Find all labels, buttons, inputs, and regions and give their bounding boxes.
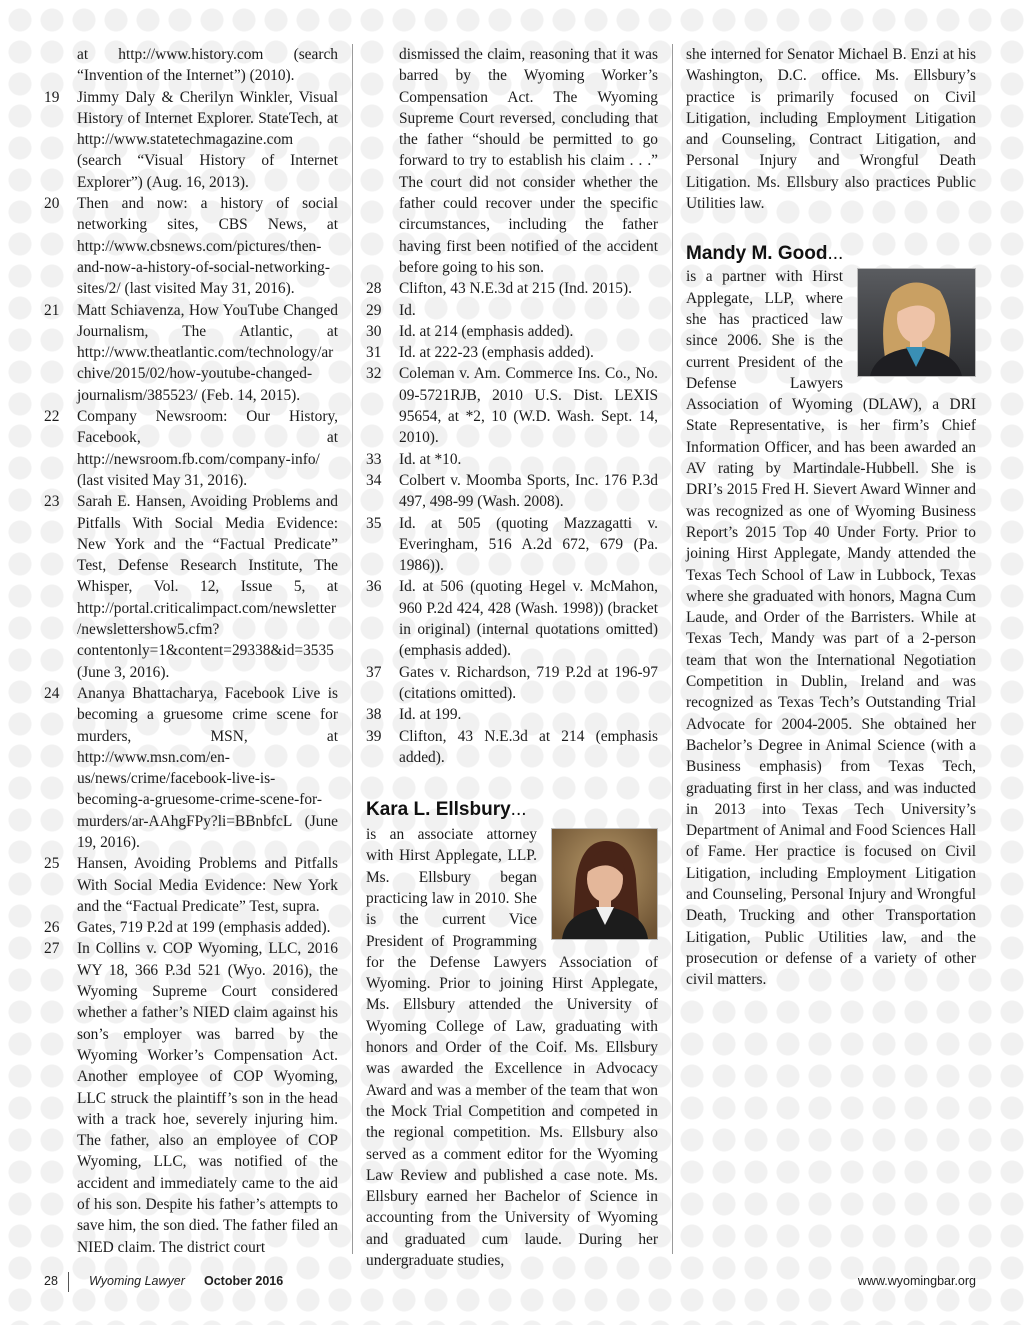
footnote-text: Id. at 505 (quoting Mazzagatti v. Everingham, 516 A.2d 672, 679 (Pa. 1986)).: [399, 514, 658, 575]
footnote-number: 23: [44, 493, 60, 511]
footnote: [366, 726, 658, 769]
footnote-number: 22: [44, 408, 60, 426]
footnote-number: 19: [44, 88, 60, 106]
footnote: [44, 300, 338, 406]
footnote: [366, 278, 658, 299]
footnotes-list: [366, 278, 658, 768]
footnote-text: Jimmy Daly & Cherilyn Winkler, Visual History of Internet Explorer. StateTech, at http://www.statetechmagazine.com (search “Visual History of Internet Explorer”) (Aug. 16, 2013).: [77, 88, 338, 191]
page-footer: [44, 1274, 976, 1292]
footnote-text: In Collins v. COP Wyoming, LLC, 2016 WY 18, 366 P.3d 521 (Wyo. 2016), the Wyoming Supreme Court considered whether a father’s NIED claim against his son’s employer was barred by the Wyoming Worker’s Compensation Act. Another employee of COP Wyoming, LLC struck the plaintiff’s son in the head with a track hoe, severely injuring him. The father, also an employee of COP Wyoming, LLC, was notified of the accident and immediately came to the aid of his son. Despite his father’s attempts to save him, the son died. The father filed an NIED claim. The district court: [77, 940, 338, 1256]
bio-name: Kara L. Ellsbury: [366, 799, 511, 821]
footnote-text: Ananya Bhattacharya, Facebook Live is becoming a gruesome crime scene for murders, MSN, at http://www.msn.com/en-us/news/crime/facebook-live-is-becoming-a-gruesome-crime-scene-for-murders/ar-AAhgFPy?li=BBnbfcL (June 19, 2016).: [77, 684, 338, 851]
footnote: [366, 449, 658, 470]
footnote-number: 39: [366, 727, 382, 745]
footnote: [366, 704, 658, 725]
footnote: [44, 491, 338, 683]
footnote-number: 20: [44, 195, 60, 213]
bio-text-kara-continued: she interned for Senator Michael B. Enzi at his Washington, D.C. office. Ms. Ellsbury’s practice is primarily focused on Civil Litigation, including Employment Litigation and Counseling, Contract Litigation, and Personal Injury and Wrongful Death Litigation. Ms. Ellsbury also practices Public Utilities law.: [686, 46, 976, 213]
footnote-text: Id. at 214 (emphasis added).: [399, 322, 574, 340]
footnote-number: 28: [366, 280, 382, 298]
bio-ellipsis: ...: [827, 243, 844, 265]
column-2: [366, 44, 658, 1271]
footnote-number: 25: [44, 855, 60, 873]
footnote-number: 38: [366, 706, 382, 724]
footnote-number: 32: [366, 365, 382, 383]
column-3: [686, 44, 976, 990]
footnote-number: 27: [44, 940, 60, 958]
footnote-number: 24: [44, 684, 60, 702]
footnote-text: Id. at *10.: [399, 450, 462, 468]
footnote: [366, 470, 658, 513]
mandy-portrait-photo: [857, 268, 976, 377]
footnote-number: 35: [366, 514, 382, 532]
footnote: [366, 363, 658, 448]
bio-heading-mandy: [686, 242, 976, 266]
kara-portrait-photo: [551, 828, 658, 940]
footnote: [366, 342, 658, 363]
footnote: [44, 193, 338, 299]
footnote: [366, 662, 658, 705]
footnote-text: Matt Schiavenza, How YouTube Changed Journalism, The Atlantic, at http://www.theatlantic.com/technology/archive/2015/02/how-youtube-changed-journalism/385523/ (Feb. 14, 2015).: [77, 301, 338, 404]
footnote-text: Id.: [399, 301, 416, 319]
footnote-number: 30: [366, 322, 382, 340]
footer-divider: [68, 1272, 69, 1292]
column-1: [44, 44, 338, 1258]
footnote-number: 34: [366, 471, 382, 489]
footnotes-list: [44, 87, 338, 1258]
magazine-title: Wyoming Lawyer: [89, 1274, 185, 1288]
footnote-text: Id. at 222-23 (emphasis added).: [399, 344, 594, 362]
footnote: [44, 87, 338, 193]
column-divider: [352, 44, 353, 1254]
bio-name: Mandy M. Good: [686, 243, 828, 265]
footnote-text: Colbert v. Moomba Sports, Inc. 176 P.3d 497, 498-99 (Wash. 2008).: [399, 471, 658, 511]
bio-heading-kara: [366, 798, 658, 822]
footnote-text: Coleman v. Am. Commerce Ins. Co., No. 09-5721RJB, 2010 U.S. Dist. LEXIS 95654, at *2, 10 (W.D. Wash. Sept. 14, 2010).: [399, 365, 658, 447]
bio-text-kara: is an associate attorney with Hirst Applegate, LLP. Ms. Ellsbury began practicing law in 2010. She is the current Vice President of Programming for the Defense Lawyers Association of Wyoming. Prior to joining Hirst Applegate, Ms. Ellsbury attended the University of Wyoming College of Law, graduating with honors and Order of the Coif. Ms. Ellsbury was awarded the Excellence in Advocacy Award and was a member of the team that won the Mock Trial Competition and competed in the regional competition. Ms. Ellsbury also served as a comment editor for the Wyoming Law Review and published a case note. Ms. Ellsbury earned her Bachelor of Science in accounting from the University of Wyoming and graduated cum laude. During her undergraduate studies,: [366, 826, 658, 1270]
footnote: [366, 321, 658, 342]
footnote-number: 31: [366, 344, 382, 362]
footnote: [366, 300, 658, 321]
footnote-number: 33: [366, 450, 382, 468]
footnote-text: Id. at 506 (quoting Hegel v. McMahon, 960 P.2d 424, 428 (Wash. 1998)) (bracket in original) (internal quotations omitted) (emphasis added).: [399, 578, 658, 660]
footnote-18-continued: at http://www.history.com (search “Invention of the Internet”) (2010).: [77, 46, 338, 85]
footnote-text: Then and now: a history of social networking sites, CBS News, at http://www.cbsnews.com/pictures/then-and-now-a-history-of-social-networking-sites/2/ (last visited May 31, 2016).: [77, 195, 338, 298]
footnote-text: Clifton, 43 N.E.3d at 215 (Ind. 2015).: [399, 280, 632, 298]
footnote-number: 26: [44, 919, 60, 937]
footnote-text: Company Newsroom: Our History, Facebook, at http://newsroom.fb.com/company-info/ (last visited May 31, 2016).: [77, 408, 338, 489]
footnote-number: 37: [366, 663, 382, 681]
footnote-text: Clifton, 43 N.E.3d at 214 (emphasis added).: [399, 727, 658, 766]
footnote-number: 21: [44, 301, 60, 319]
footnote-27-continued: dismissed the claim, reasoning that it was barred by the Wyoming Worker’s Compensation Act. The Wyoming Supreme Court reversed, concluding that the father “should be permitted to go forward to try to establish his claim . . .” The court did not consider whether the father could recover under the specific circumstances, including the father having first been notified of the accident before going to his son.: [399, 46, 658, 276]
issue-date: October 2016: [204, 1274, 284, 1288]
footnote-text: Id. at 199.: [399, 706, 462, 724]
bio-ellipsis: ...: [510, 799, 527, 821]
footnote-text: Gates, 719 P.2d at 199 (emphasis added).: [77, 919, 331, 937]
footnote-text: Gates v. Richardson, 719 P.2d at 196-97 (citations omitted).: [399, 663, 658, 702]
page-number: 28: [44, 1274, 58, 1288]
footnote: [366, 513, 658, 577]
website-url: www.wyomingbar.org: [857, 1274, 976, 1288]
footnote: [44, 938, 338, 1257]
footnote: [44, 683, 338, 853]
footnote-number: 36: [366, 578, 382, 596]
column-divider: [672, 44, 673, 1254]
footnote: [44, 406, 338, 491]
footnote-number: 29: [366, 301, 382, 319]
footnote-text: Hansen, Avoiding Problems and Pitfalls With Social Media Evidence: New York and the “Factual Predicate” Test, supra.: [77, 855, 338, 915]
footnote: [44, 853, 338, 917]
footnote-text: Sarah E. Hansen, Avoiding Problems and Pitfalls With Social Media Evidence: New York and the “Factual Predicate” Test, Defense Research Institute, The Whisper, Vol. 12, Issue 5, at http://portal.criticalimpact.com/newsletter/newslettershow5.cfm?contentonly=1&content=29338&id=3535 (June 3, 2016).: [77, 493, 338, 681]
footnote: [366, 576, 658, 661]
footnote: [44, 917, 338, 938]
bio-text-mandy: is a partner with Hirst Applegate, LLP, where she has practiced law since 2006. She is the current President of the Defense Lawyers Association of Wyoming (DLAW), a DRI State Representative, is her firm’s Chief Information Officer, and has been awarded an AV rating by Martindale-Hubbell. She is DRI’s 2015 Fred H. Sievert Award Winner and was recognized as one of Wyoming Business Report’s 2015 Top 40 Under Forty. Prior to joining Hirst Applegate, Mandy attended the Texas Tech School of Law in Lubbock, Texas where she graduated with honors, Magna Cum Laude, and Order of the Barristers. While at Texas Tech, Mandy was part of a 2-person team that won the International Negotiation Competition in Dublin, Ireland and was recognized as Texas Tech’s Outstanding Trial Advocate for 2004-2005. She obtained her Bachelor’s Degree in Animal Science (with a Business emphasis) from Texas Tech, graduating first in her class, and was inducted in 2013 into Texas Tech University’s Department of Animal and Food Sciences Hall of Fame. Her practice is focused on Civil Litigation, including Employment Litigation and Counseling, Personal Injury and Wrongful Death, Trucking and other Transportation Litigation, Public Utilities law, and the prosecution or defense of a variety of other civil matters.: [686, 268, 976, 989]
